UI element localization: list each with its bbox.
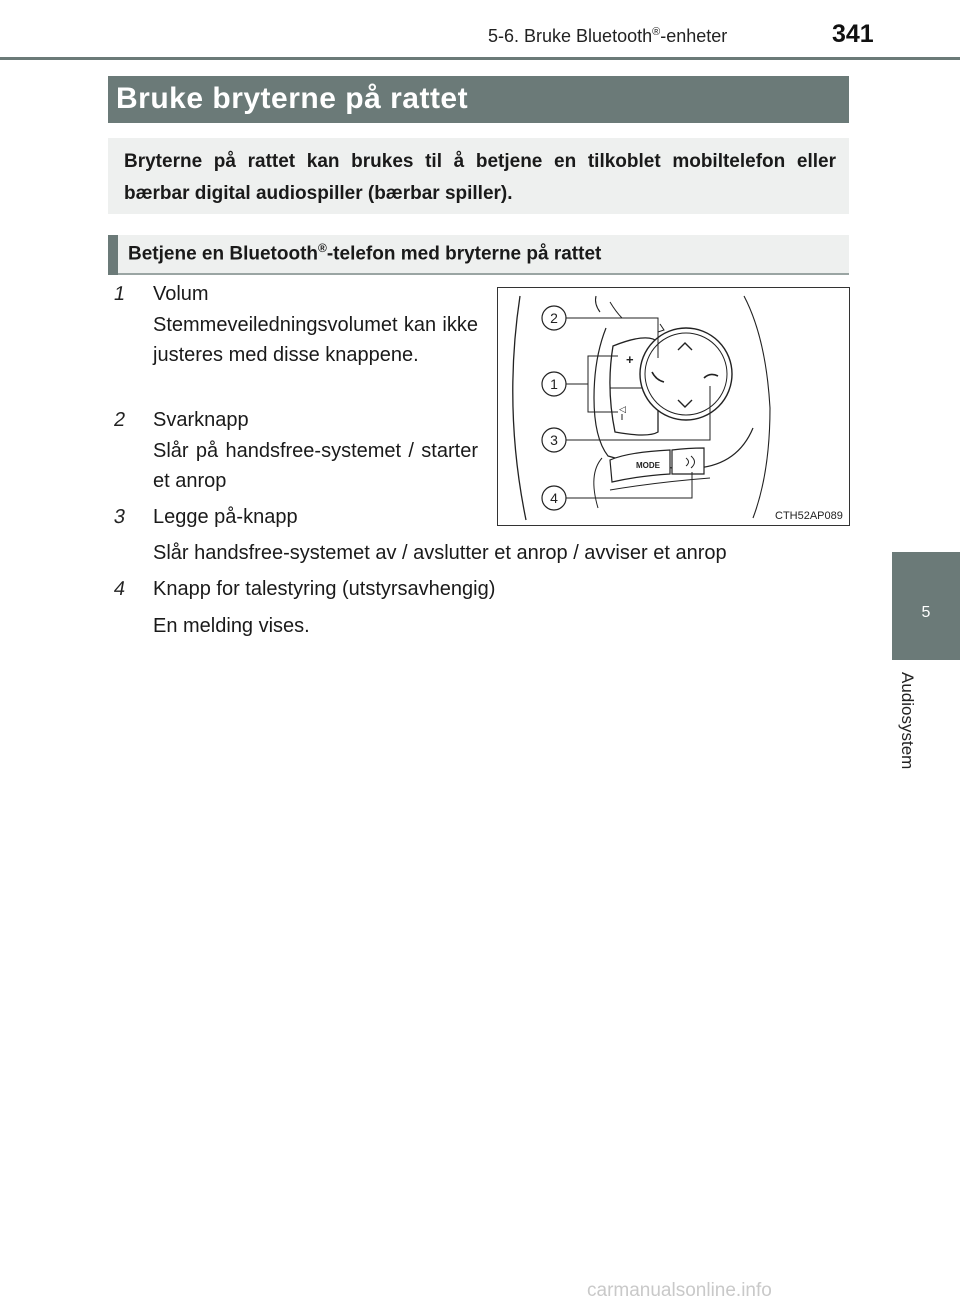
wheel-rim-left — [513, 296, 526, 520]
volume-minus-icon: ◁ — [619, 405, 626, 415]
page-number: 341 — [832, 20, 874, 48]
item-number-1: 1 — [112, 283, 128, 305]
page-title: Bruke bryterne på rattet — [116, 82, 469, 115]
diagram-svg — [498, 288, 849, 525]
chapter-number: 5 — [921, 604, 931, 621]
item-desc-3: Slår handsfree-systemet av / avslutter et anrop / avviser et anrop — [153, 542, 727, 564]
subsection-heading: Betjene en Bluetooth®-telefon med bryterne på rattet — [128, 241, 602, 265]
steering-switch-diagram — [497, 287, 850, 526]
callout-label-2: 2 — [550, 310, 558, 326]
item-desc-4: En melding vises. — [153, 615, 310, 637]
item-title-4: Knapp for talestyring (utstyrsavhengig) — [153, 578, 496, 600]
callout-label-3: 3 — [550, 432, 558, 448]
item-title-2: Svarknapp — [153, 409, 249, 431]
item-desc-1: Stemmeveiledningsvolumet kan ikke justeres med disse knappene. — [153, 314, 478, 366]
callout-label-4: 4 — [550, 490, 558, 506]
item-desc-2: Slår på handsfree-systemet / starter et anrop — [153, 440, 478, 492]
item-number-2: 2 — [112, 409, 128, 431]
spoke-lower — [594, 458, 602, 508]
item-number-4: 4 — [112, 578, 128, 600]
item-number-3: 3 — [112, 506, 128, 528]
disc-top-mark — [658, 324, 664, 332]
item-title-3: Legge på-knapp — [153, 506, 298, 528]
callout-label-1: 1 — [550, 376, 558, 392]
wheel-edge-mark — [610, 302, 622, 318]
item-title-1: Volum — [153, 283, 209, 305]
intro-text: Bryterne på rattet kan brukes til å betjene en tilkoblet mobiltelefon eller bærbar digital audiospiller (bærbar spiller). — [124, 151, 836, 204]
chapter-label: Audiosystem — [898, 672, 917, 770]
figure-code: CTH52AP089 — [775, 510, 843, 522]
wheel-edge-top — [596, 296, 601, 312]
mode-button-label: MODE — [636, 461, 660, 470]
header-rule — [0, 57, 960, 60]
subsection-accent — [108, 235, 118, 275]
wheel-rim-right — [744, 296, 770, 518]
section-heading: 5-6. Bruke Bluetooth®-enheter — [488, 26, 728, 46]
volume-plus-icon: + — [626, 352, 634, 367]
watermark: carmanualsonline.info — [587, 1280, 772, 1301]
